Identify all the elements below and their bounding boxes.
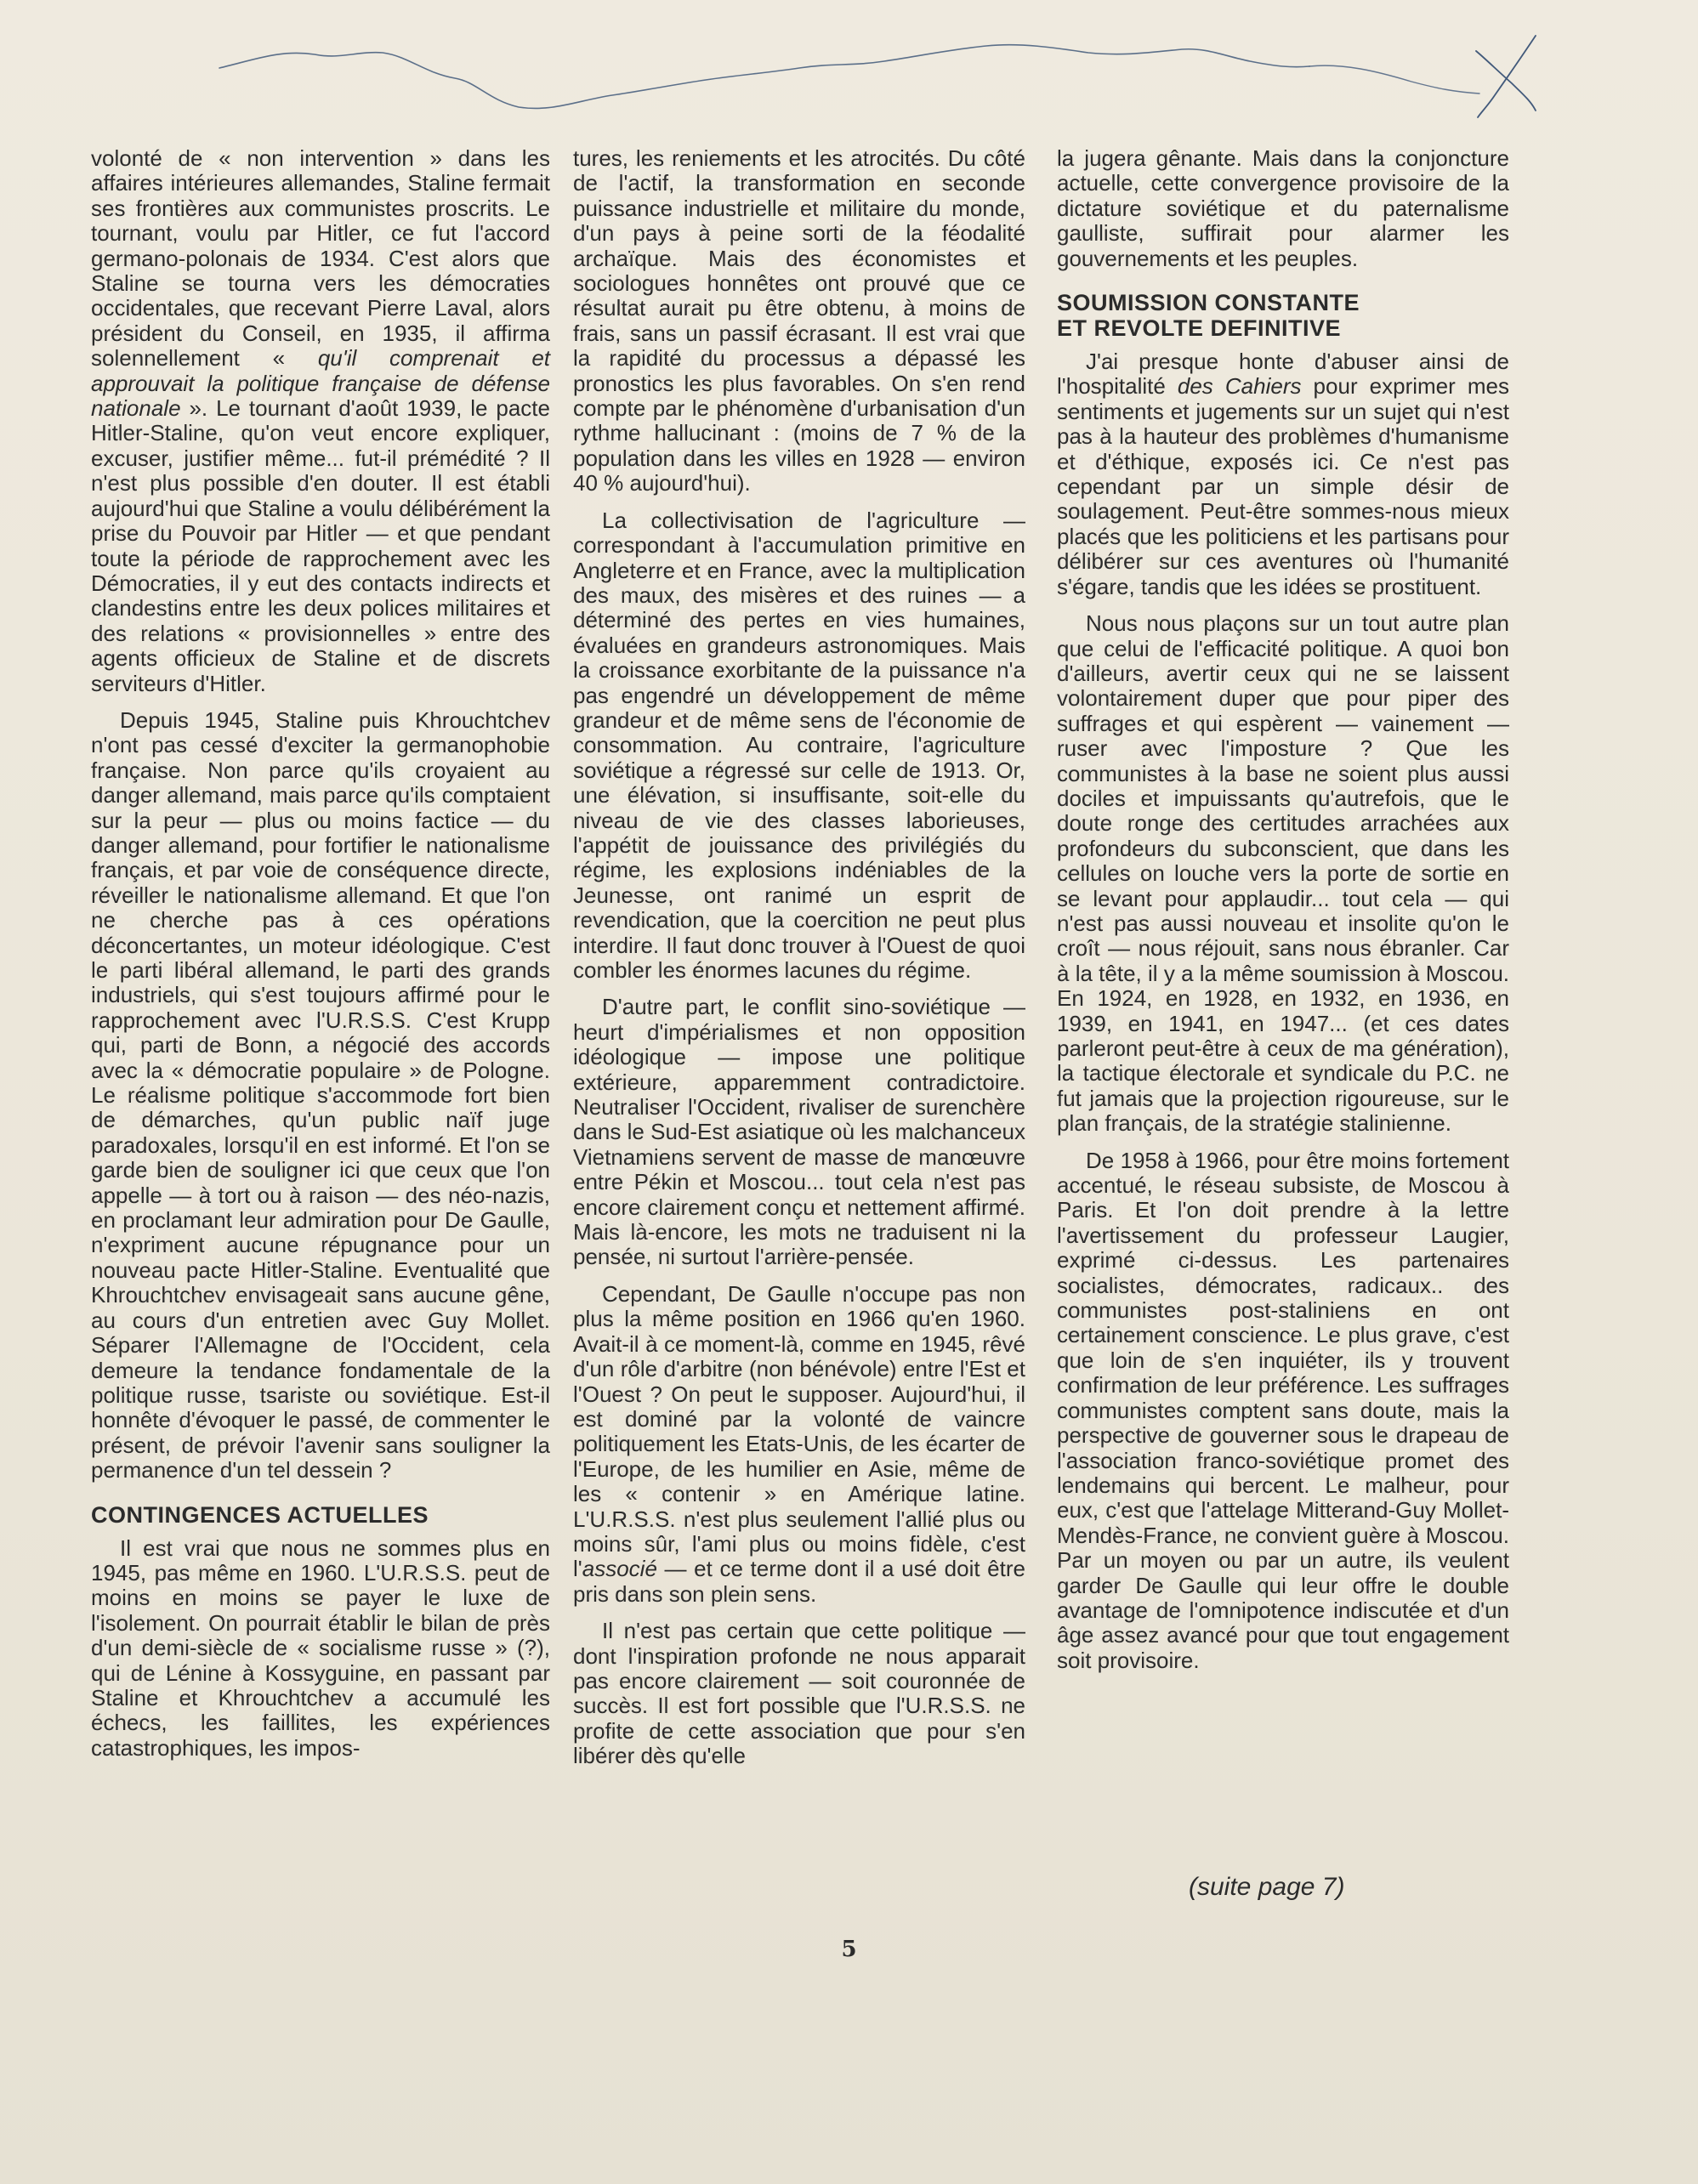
continuation-note: (suite page 7) <box>1189 1873 1345 1901</box>
text-column-2 <box>573 146 1025 1769</box>
paragraph: Nous nous plaçons sur un tout autre plan que celui de l'efficacité politique. A quoi bon d'ailleurs, avertir ceux qui ne se laissent volontairement duper que pour piper des suffrages et qui espèrent — vainement — ruser avec l'imposture ? Que les communistes à la base ne soient plus aussi dociles et impuissants qu'autrefois, que le doute ronge des certitudes arrachées aux profondeurs du subconscient, que dans les cellules on louche vers la porte de sortie en se levant pour applaudir... tout cela — qui n'est pas aussi nouveau et insolite qu'on le croît — nous réjouit, sans nous ébranler. Car à la tête, il y a la même soumission à Moscou. En 1924, en 1928, en 1932, en 1936, en 1939, en 1941, en 1947... (et ces dates parleront peut-être à ceux de ma génération), la tactique électorale et syndicale du P.C. ne fut jamais que la projection rigoureuse, sur le plan français, de la stratégie stalinienne. <box>1057 610 1509 1137</box>
paragraph: D'autre part, le conflit sino-soviétique — heurt d'impérialismes et non opposition idéologique — impose une politique extérieure, apparemment contradictoire. Neutraliser l'Occident, rivaliser de surenchère dans le Sud-Est asiatique où les malchanceux Vietnamiens servent de masse de manœuvre entre Pékin et Moscou... tout cela n'est pas encore clairement conçu et nettement affirmé. Mais là-encore, les mots ne traduisent ni la pensée, ni surtout l'arrière-pensée. <box>573 994 1025 1270</box>
section-heading: SOUMISSION CONSTANTE ET REVOLTE DEFINITIVE <box>1057 290 1360 342</box>
text-column-1 <box>91 146 550 1761</box>
page-number: 5 <box>841 1937 857 1962</box>
paragraph: tures, les reniements et les atrocités. Du côté de l'actif, la transformation en seconde puissance industrielle et militaire du monde, d'un pays à peine sorti de la féodalité archaïque. Mais des économistes et sociologues honnêtes ont prouvé que ce résultat aurait pu être obtenu, à moins de frais, sans un passif écrasant. Il est vrai que la rapidité du processus a dépassé les pronostics les plus favorables. On s'en rend compte par le phénomène d'urbanisation d'un rythme hallucinant : (moins de 7 % de la population dans les villes en 1928 — environ 40 % aujourd'hui). <box>573 145 1025 496</box>
section-heading: CONTINGENCES ACTUELLES <box>91 1501 429 1528</box>
paragraph: J'ai presque honte d'abuser ainsi de l'hospitalité des Cahiers pour exprimer mes sentiments et jugements sur un sujet qui n'est pas à la hauteur des problèmes d'humanisme et d'éthique, exposés ici. Ce n'est pas cependant par un simple désir de soulagement. Peut-être sommes-nous mieux placés que les politiciens et les partisans pour délibérer sur ces aventures où l'humanité s'égare, tandis que les idées se prostituent. <box>1057 349 1509 599</box>
paragraph: Depuis 1945, Staline puis Khrouchtchev n'ont pas cessé d'exciter la germanophobie française. Non parce qu'ils croyaient au danger allemand, mais parce qu'ils comptaient sur la peur — plus ou moins factice — du danger allemand, pour fortifier le nationalisme français, et par voie de conséquence directe, réveiller le nationalisme allemand. Et que l'on ne cherche pas à ces opérations déconcertantes, un moteur idéologique. C'est le parti libéral allemand, le parti des grands industriels, qui s'est toujours affirmé pour le rapprochement avec l'U.R.S.S. C'est Krupp qui, parti de Bonn, a négocié des accords avec la « démocratie populaire » de Pologne. Le réalisme politique s'accommode fort bien de démarches, qu'un public naïf juge paradoxales, lorsqu'il en est informé. Et l'on se garde bien de souligner ici que ceux que l'on appelle — à tort ou à raison — des néo-nazis, en proclamant leur admiration pour De Gaulle, n'expriment aucune répugnance pour un nouveau pacte Hitler-Staline. Eventualité que Khrouchtchev envisageait sans aucune gêne, au cours d'un entretien avec Guy Mollet. Séparer l'Allemagne de l'Occident, cela demeure la tendance fondamentale de la politique russe, tsariste ou soviétique. Est-il honnête d'évoquer le passé, de commenter le présent, de prévoir l'avenir sans souligner la permanence d'un tel dessein ? <box>91 706 550 1483</box>
paragraph: volonté de « non intervention » dans les affaires intérieures allemandes, Staline fermait ses frontières aux communistes proscrits. Le tournant, voulu par Hitler, ce fut l'accord germano-polonais de 1934. C'est alors que Staline se tourna vers les démocraties occidentales, que recevant Pierre Laval, alors président du Conseil, en 1935, il affirma solennellement « qu'il comprenait et approuvait la politique française de défense nationale ». Le tournant d'août 1939, le pacte Hitler-Staline, qu'on veut encore expliquer, excuser, justifier même... fut-il prémédité ? Il n'est plus possible d'en douter. Il est établi aujourd'hui que Staline a voulu délibérément la prise du Pouvoir par Hitler — et que pendant toute la période de rapprochement avec les Démocraties, il y eut des contacts indirects et clandestins entre les deux polices militaires et des relations « provisionnelles » entre des agents officieux de Staline et de discrets serviteurs d'Hitler. <box>91 145 550 696</box>
paragraph: la jugera gênante. Mais dans la conjoncture actuelle, cette convergence provisoire de la dictature soviétique et du paternalisme gaulliste, suffirait pour alarmer les gouvernements et les peuples. <box>1057 145 1509 271</box>
paragraph: Il n'est pas certain que cette politique — dont l'inspiration profonde ne nous apparait pas encore clairement — soit couronnée de succès. Il est fort possible que l'U.R.S.S. ne profite de cette association que pour s'en libérer dès qu'elle <box>573 1618 1025 1769</box>
paragraph: Cependant, De Gaulle n'occupe pas non plus la même position en 1966 qu'en 1960. Avait-il à ce moment-là, comme en 1945, rêvé d'un rôle d'arbitre (non bénévole) entre l'Est et l'Ouest ? On peut le supposer. Aujourd'hui, il est dominé par la volonté de vaincre politiquement les Etats-Unis, de les écarter de l'Europe, de les humilier en Asie, même de les « contenir » en Amérique latine. L'U.R.S.S. n'est plus seulement l'allié plus ou moins sûr, l'ami plus ou moins fidèle, c'est l'associé — et ce terme dont il a usé doit être pris dans son plein sens. <box>573 1280 1025 1607</box>
pen-cross-mark <box>0 0 1698 136</box>
paragraph: Il est vrai que nous ne sommes plus en 1945, pas même en 1960. L'U.R.S.S. peut de moins en moins se payer le luxe de l'isolement. On pourrait établir le bilan de près d'un demi-siècle de « socialisme russe » (?), qui de Lénine à Kossyguine, en passant par Staline et Khrouchtchev a accumulé les échecs, les faillites, les expériences catastrophiques, les impos- <box>91 1534 550 1761</box>
paragraph: De 1958 à 1966, pour être moins fortement accentué, le réseau subsiste, de Moscou à Paris. Et l'on doit prendre à la lettre l'avertissement du professeur Laugier, exprimé ci-dessus. Les partenaires socialistes, démocrates, radicaux.. des communistes post-staliniens en ont certainement conscience. Le plus grave, c'est que loin de s'en inquiéter, ils y trouvent confirmation de leur préférence. Les suffrages communistes comptent sans doute, mais la perspective de gouverner sous le drapeau de l'association franco-soviétique promet des lendemains qui bercent. Le malheur, pour eux, c'est que l'attelage Mitterand-Guy Mollet-Mendès-France, ne convient guère à Moscou. Par un moyen ou par un autre, ils veulent garder De Gaulle qui leur offre le double avantage de l'omnipotence indiscutée et d'un âge assez avancé pour que tout engagement soit provisoire. <box>1057 1147 1509 1673</box>
paragraph: La collectivisation de l'agriculture — correspondant à l'accumulation primitive en Angleterre et en France, avec la multiplication des maux, des misères et des ruines — a déterminé des pertes en vies humaines, évaluées en grandeurs astronomiques. Mais la croissance exorbitante de la puissance n'a pas engendré un développement de même grandeur et de même sens de l'économie de consommation. Au contraire, l'agriculture soviétique a régressé sur celle de 1913. Or, une élévation, si insuffisante, soit-elle du niveau de vie des classes laborieuses, l'appétit de jouissance des privilégiés du régime, les explosions indéniables de la Jeunesse, ont ranimé un esprit de revendication, que la coercition ne peut plus interdire. Il faut donc trouver à l'Ouest de quoi combler les énormes lacunes du régime. <box>573 507 1025 983</box>
text-column-3 <box>1057 146 1509 1673</box>
